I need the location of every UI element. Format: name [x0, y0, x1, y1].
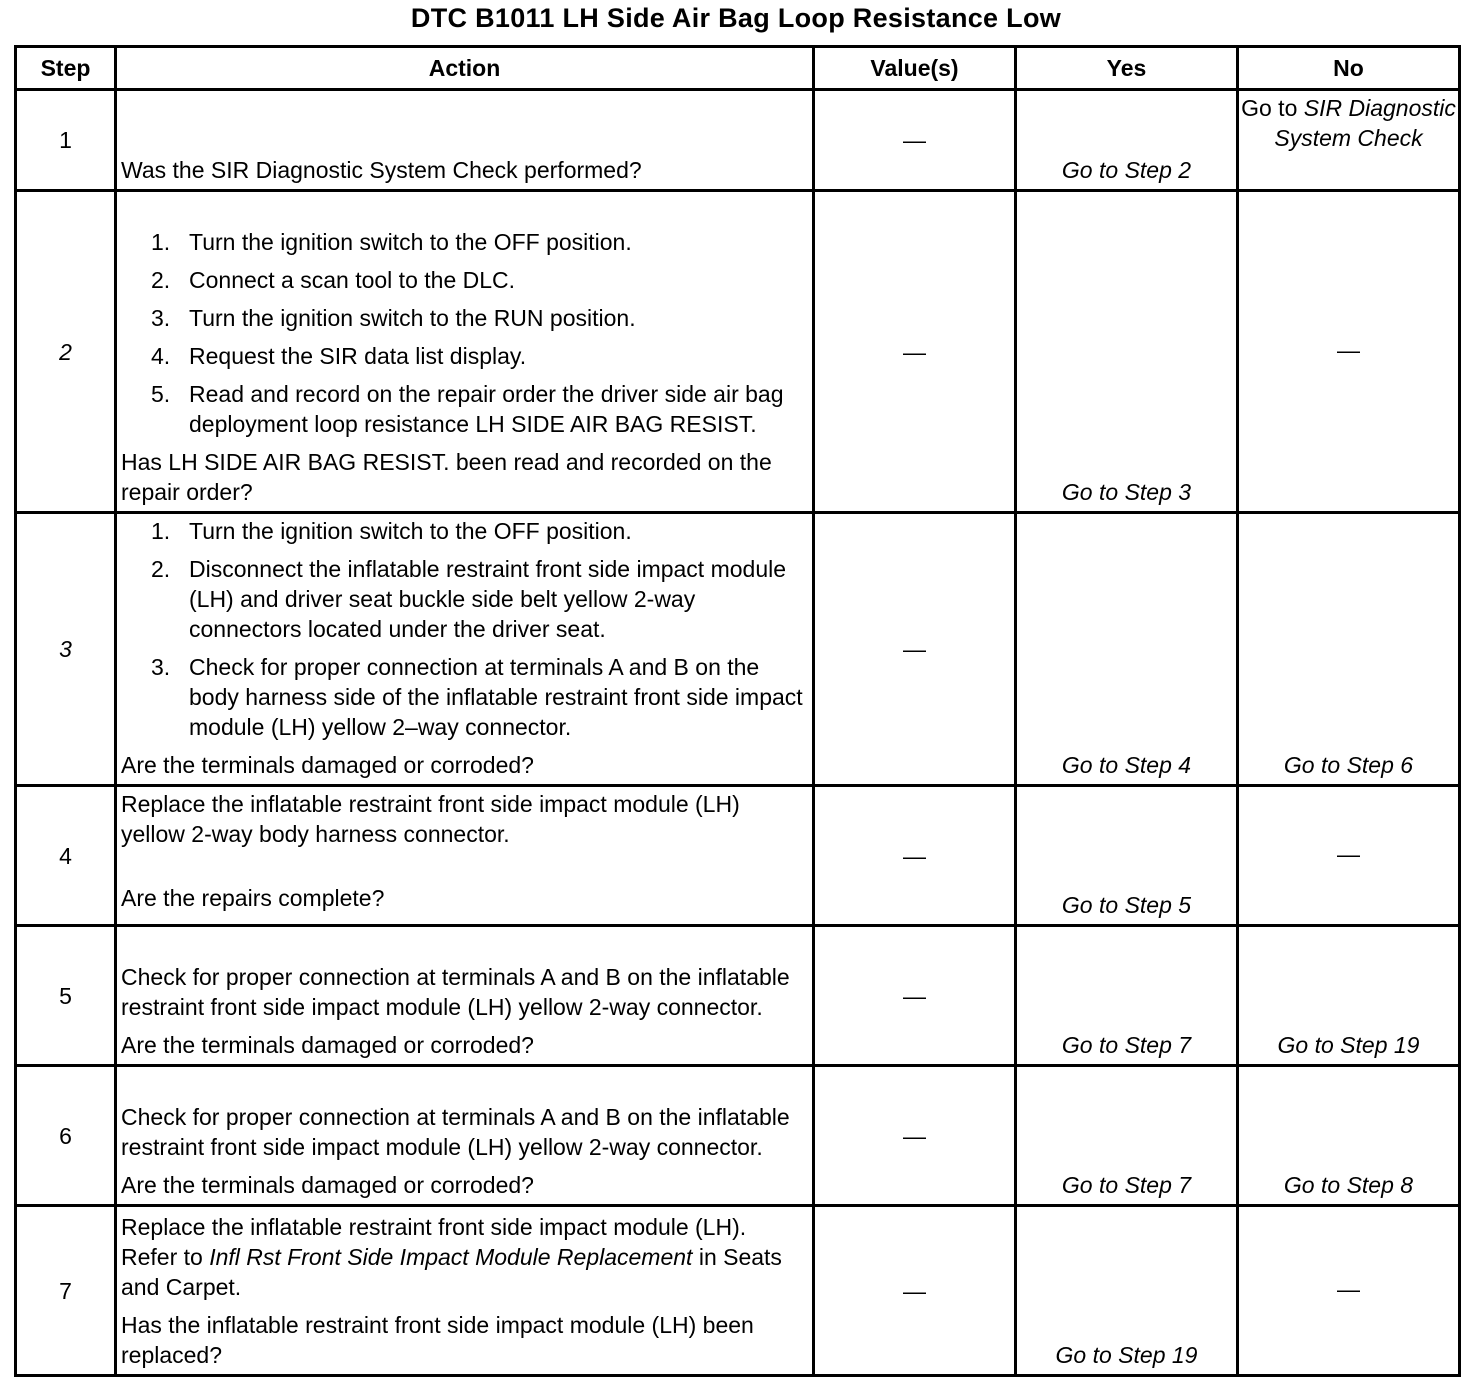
action-question: Was the SIR Diagnostic System Check performed? [121, 157, 642, 183]
yes-cell: Go to Step 19 [1016, 1206, 1238, 1376]
table-row [16, 1066, 1460, 1206]
substep: 3. Check for proper connection at terminals A and B on the body harness side of the inflatable restraint front side impact module (LH) yellow 2–way connector. [151, 654, 803, 740]
value-cell: — [814, 1066, 1016, 1206]
action-cell [116, 191, 814, 513]
step-number: 2 [16, 191, 116, 513]
step-number: 1 [16, 90, 116, 191]
action-cell [116, 926, 814, 1066]
reference-link-text: Infl Rst Front Side Impact Module Replacement [209, 1244, 693, 1270]
header-values: Value(s) [814, 47, 1016, 90]
document-title: DTC B1011 LH Side Air Bag Loop Resistance Low [410, 3, 1062, 33]
value-cell: — [814, 926, 1016, 1066]
value-cell: — [814, 1206, 1016, 1376]
substep: 2. Disconnect the inflatable restraint front side impact module (LH) and driver seat buckle side belt yellow 2-way connectors located under the driver seat. [151, 556, 787, 642]
header-row [16, 47, 1460, 90]
substep: 2. Connect a scan tool to the DLC. [151, 267, 516, 293]
table-row [16, 191, 1460, 513]
no-cell: — [1238, 786, 1460, 926]
yes-cell: Go to Step 5 [1016, 786, 1238, 926]
table-row [16, 90, 1460, 191]
substep: 4. Request the SIR data list display. [151, 343, 527, 369]
yes-cell: Go to Step 3 [1016, 191, 1238, 513]
action-question: Are the terminals damaged or corroded? [121, 1172, 534, 1198]
substep: 5. Read and record on the repair order the driver side air bag deployment loop resistance LH SIDE AIR BAG RESIST. [151, 381, 784, 437]
yes-cell: Go to Step 4 [1016, 513, 1238, 786]
action-text: Check for proper connection at terminals A and B on the inflatable restraint front side impact module (LH) yellow 2-way connector. [121, 1104, 790, 1160]
value-cell: — [814, 90, 1016, 191]
no-cell: Go to Step 8 [1238, 1066, 1460, 1206]
action-cell [116, 90, 814, 191]
header-action: Action [116, 47, 814, 90]
table-row [16, 786, 1460, 926]
step-number: 7 [16, 1206, 116, 1376]
action-question: Has the inflatable restraint front side impact module (LH) been replaced? [121, 1312, 754, 1368]
action-question: Are the terminals damaged or corroded? [121, 1032, 534, 1058]
action-text: Replace the inflatable restraint front side impact module (LH). Refer to Infl Rst Front Side Impact Module Replacement in Seats and Carpet. [121, 1214, 782, 1300]
step-number: 3 [16, 513, 116, 786]
action-cell [116, 786, 814, 926]
value-cell: — [814, 191, 1016, 513]
step-number: 5 [16, 926, 116, 1066]
yes-cell: Go to Step 2 [1016, 90, 1238, 191]
action-cell [116, 513, 814, 786]
no-prefix: Go to [1241, 95, 1304, 121]
header-no: No [1238, 47, 1460, 90]
table-row [16, 1206, 1460, 1376]
no-cell: Go to Step 19 [1238, 926, 1460, 1066]
table-row [16, 513, 1460, 786]
no-cell: Go to Step 6 [1238, 513, 1460, 786]
value-cell: — [814, 786, 1016, 926]
table-row [16, 926, 1460, 1066]
header-step: Step [16, 47, 116, 90]
action-cell [116, 1206, 814, 1376]
action-text: Replace the inflatable restraint front side impact module (LH) yellow 2-way body harness connector. [121, 791, 740, 847]
action-question: Has LH SIDE AIR BAG RESIST. been read and recorded on the repair order? [121, 449, 772, 505]
no-cell: — [1238, 1206, 1460, 1376]
substep: 1. Turn the ignition switch to the OFF position. [151, 229, 632, 255]
action-cell [116, 1066, 814, 1206]
action-text: Check for proper connection at terminals A and B on the inflatable restraint front side impact module (LH) yellow 2-way connector. [121, 964, 790, 1020]
substep-list [121, 516, 808, 742]
yes-cell: Go to Step 7 [1016, 926, 1238, 1066]
no-link-text: SIR Diagnostic System Check [1274, 95, 1456, 151]
header-yes: Yes [1016, 47, 1238, 90]
action-question: Are the repairs complete? [121, 885, 385, 911]
step-number: 4 [16, 786, 116, 926]
substep: 3. Turn the ignition switch to the RUN position. [151, 305, 636, 331]
no-cell [1238, 90, 1460, 191]
yes-cell: Go to Step 7 [1016, 1066, 1238, 1206]
action-question: Are the terminals damaged or corroded? [121, 752, 534, 778]
substep-list [121, 227, 808, 439]
value-cell: — [814, 513, 1016, 786]
step-number: 6 [16, 1066, 116, 1206]
no-cell: — [1238, 191, 1460, 513]
diagnostic-table [14, 45, 1461, 1377]
substep: 1. Turn the ignition switch to the OFF position. [151, 518, 632, 544]
